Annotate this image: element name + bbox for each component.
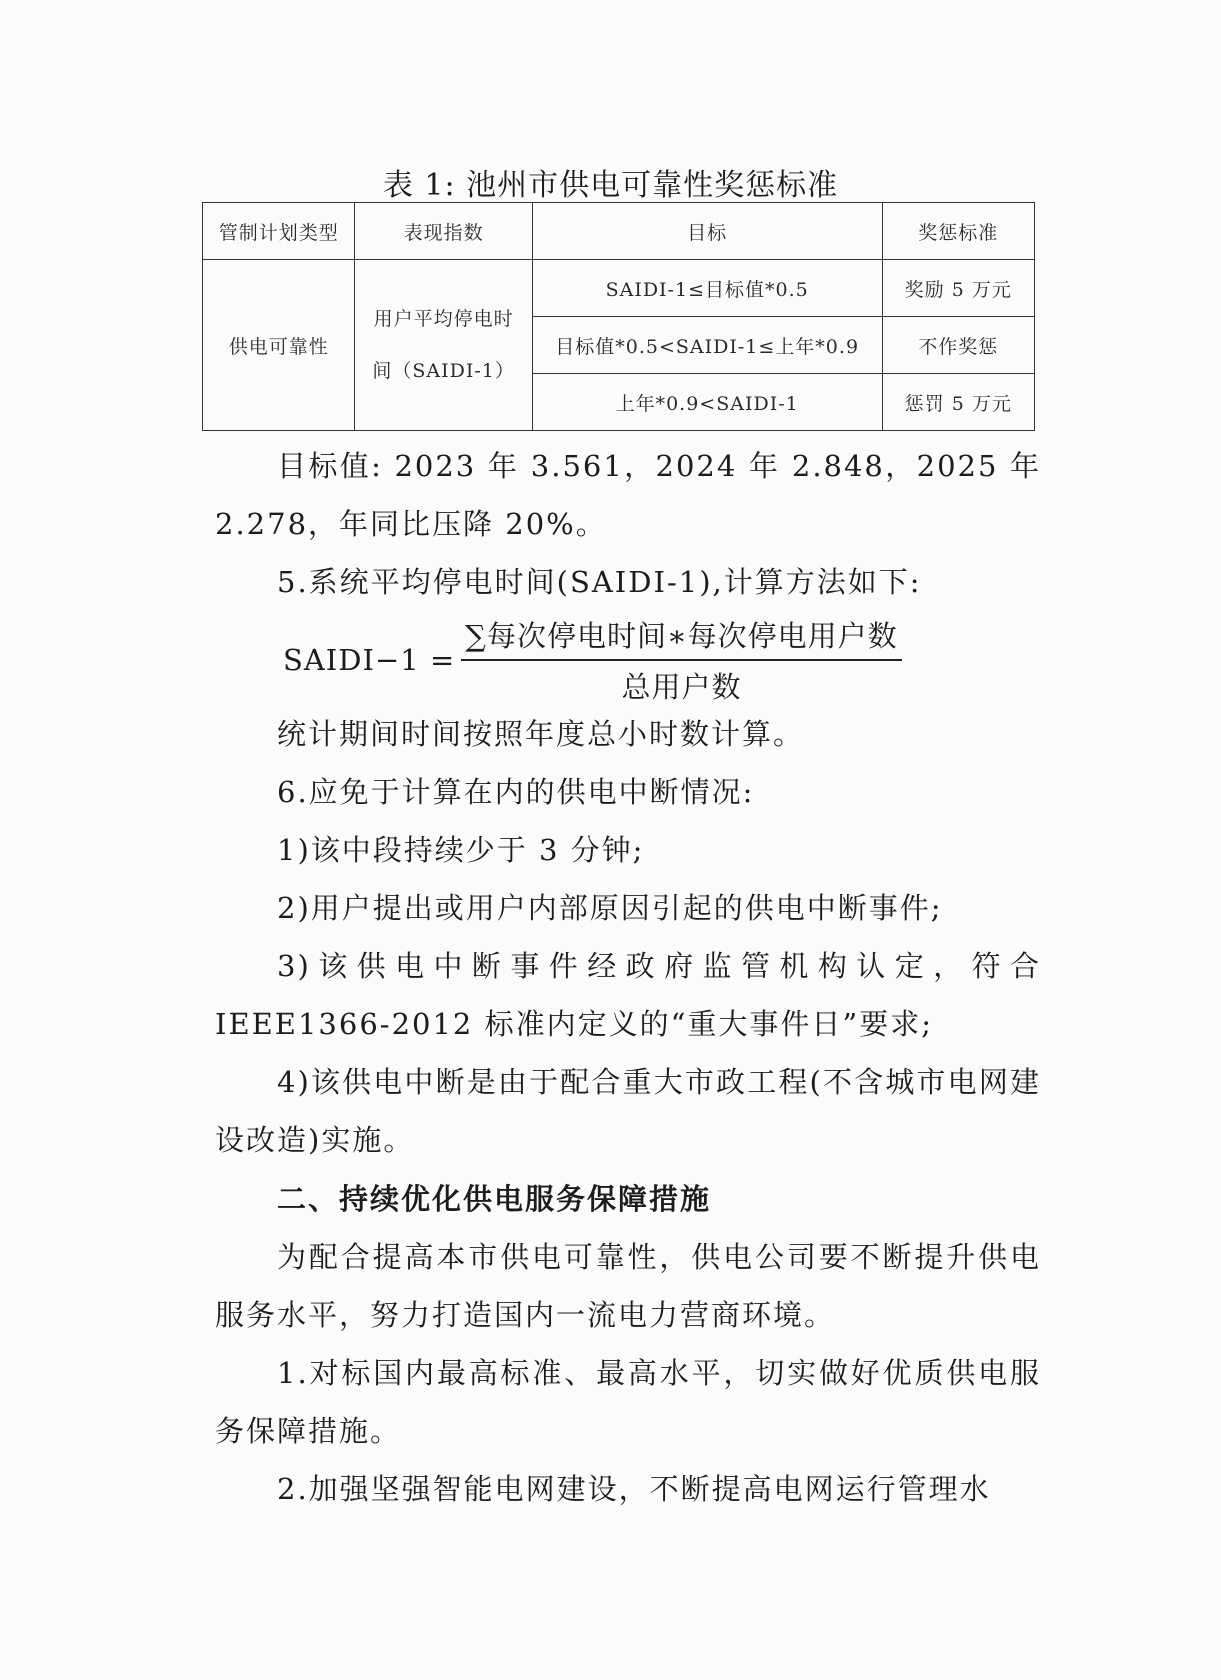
header-index: 表现指数 [355, 203, 532, 260]
target-cell: 目标值*0.5<SAIDI-1≤上年*0.9 [532, 317, 882, 374]
exemption-3: 3)该供电中断事件经政府监管机构认定，符合 IEEE1366-2012 标准内定义的“重大事件日”要求; [215, 949, 1041, 1041]
header-standard: 奖惩标准 [882, 203, 1034, 260]
saidi-formula [283, 615, 902, 705]
reward-penalty-table [202, 202, 1035, 431]
target-value-note: 目标值: 2023 年 3.561，2024 年 2.848，2025 年 2.278，年同比压降 20%。 [215, 449, 1041, 541]
intro-paragraph: 为配合提高本市供电可靠性，供电公司要不断提升供电服务水平，努力打造国内一流电力营商环境。 [215, 1240, 1041, 1332]
table-row [203, 260, 1035, 317]
stat-period: 统计期间时间按照年度总小时数计算。 [277, 717, 805, 751]
target-cell: SAIDI-1≤目标值*0.5 [532, 260, 882, 317]
formula-denominator: 总用户数 [621, 670, 742, 704]
formula-fraction [461, 614, 901, 706]
section-heading: 二、持续优化供电服务保障措施 [277, 1182, 712, 1216]
target-cell: 上年*0.9<SAIDI-1 [532, 374, 882, 431]
exemption-4: 4)该供电中断是由于配合重大市政工程(不含城市电网建设改造)实施。 [215, 1065, 1041, 1157]
standard-cell: 惩罚 5 万元 [882, 374, 1034, 431]
item-5: 5.系统平均停电时间(SAIDI-1),计算方法如下: [277, 565, 922, 599]
measure-1: 1.对标国内最高标准、最高水平，切实做好优质供电服务保障措施。 [215, 1356, 1041, 1448]
table-header-row [203, 203, 1035, 260]
index-cell [355, 260, 532, 431]
category-cell: 供电可靠性 [203, 260, 355, 431]
item-6: 6.应免于计算在内的供电中断情况: [277, 775, 755, 809]
exemption-1: 1)该中段持续少于 3 分钟; [277, 833, 645, 867]
header-plan-type: 管制计划类型 [203, 203, 355, 260]
measure-2: 2.加强坚强智能电网建设，不断提高电网运行管理水 [277, 1472, 991, 1506]
index-line-2: 间（SAIDI-1） [372, 360, 515, 382]
formula-numerator: ∑每次停电时间∗每次停电用户数 [461, 614, 901, 661]
standard-cell: 奖励 5 万元 [882, 260, 1034, 317]
header-target: 目标 [532, 203, 882, 260]
standard-cell: 不作奖惩 [882, 317, 1034, 374]
exemption-2: 2)用户提出或用户内部原因引起的供电中断事件; [277, 891, 943, 925]
table-title: 表 1: 池州市供电可靠性奖惩标准 [382, 168, 839, 203]
index-line-1: 用户平均停电时 [373, 308, 514, 330]
formula-lhs: SAIDI−1 = [283, 643, 456, 677]
